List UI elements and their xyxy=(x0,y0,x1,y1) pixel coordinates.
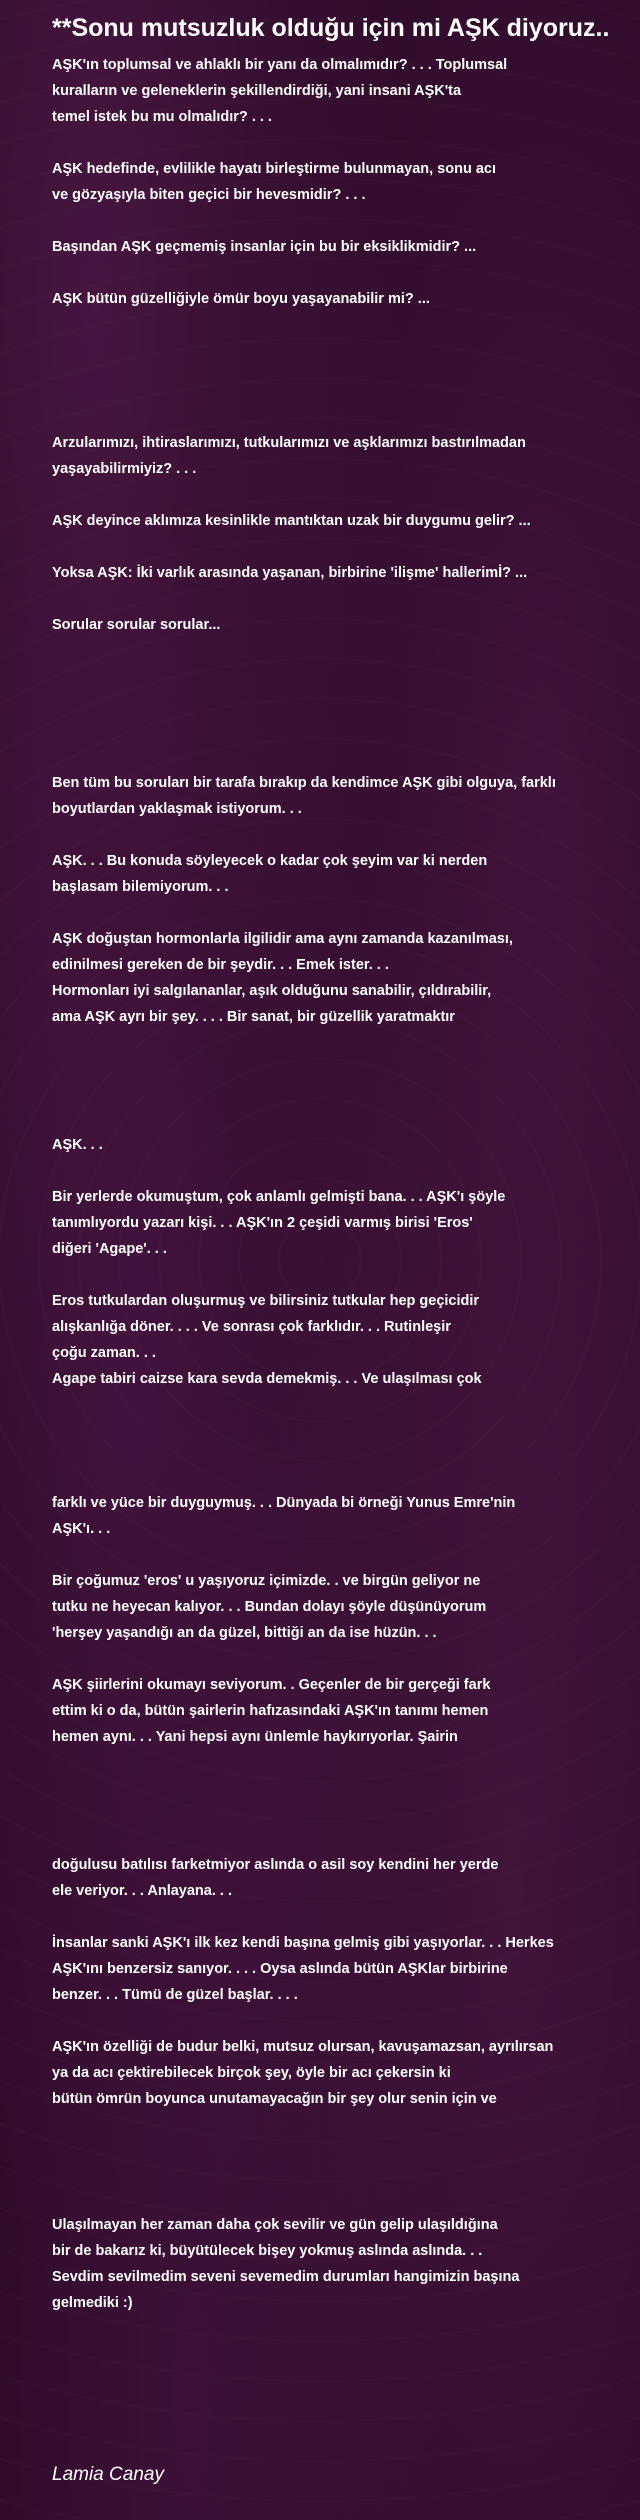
poem-paragraph xyxy=(52,508,612,534)
poem-line: Ben tüm bu soruları bir tarafa bırakıp da kendimce AŞK gibi olguya, farklı xyxy=(52,775,556,791)
poem-line: Ulaşılmayan her zaman daha çok sevilir ve gün gelip ulaşıldığına xyxy=(52,2217,498,2233)
poem-line: Bir yerlerde okumuştum, çok anlamlı gelmişti bana. . . AŞK'ı şöyle xyxy=(52,1189,506,1205)
poem-line: Bir çoğumuz 'eros' u yaşıyoruz içimizde. . ve birgün geliyor ne xyxy=(52,1573,481,1589)
poem-line: Sevdim sevilmedim seveni sevemedim durumları hangimizin başına xyxy=(52,2269,520,2285)
poem-line: Başından AŞK geçmemiş insanlar için bu bir eksiklikmidir? ... xyxy=(52,239,477,255)
poem-section xyxy=(52,52,612,338)
poem-line: diğeri 'Agape'. . . xyxy=(52,1241,167,1257)
poem-line: ya da acı çektirebilecek birçok şey, öyle bir acı çekersin ki xyxy=(52,2065,451,2081)
poem-paragraph xyxy=(52,286,612,312)
poem-paragraph xyxy=(52,1184,612,1262)
poem-section xyxy=(52,430,612,664)
poem-paragraph xyxy=(52,1930,612,2008)
poem-paragraph xyxy=(52,234,612,260)
poem-section xyxy=(52,1490,612,1776)
poem-line: AŞK doğuştan hormonlarla ilgilidir ama aynı zamanda kazanılması, xyxy=(52,931,513,947)
poem-line: AŞK. . . xyxy=(52,1137,103,1153)
poem-section xyxy=(52,1852,612,2138)
poem-line: Sorular sorular sorular... xyxy=(52,617,221,633)
poem-line: temel istek bu mu olmalıdır? . . . xyxy=(52,109,272,125)
poem-line: gelmediki :) xyxy=(52,2295,133,2311)
poem-paragraph xyxy=(52,1132,612,1158)
poem-paragraph xyxy=(52,926,612,1030)
poem-line: AŞK'ı. . . xyxy=(52,1521,111,1537)
poem-line: AŞK. . . Bu konuda söyleyecek o kadar çok şeyim var ki nerden xyxy=(52,853,488,869)
poem-paragraph xyxy=(52,1672,612,1750)
poem-line: AŞK şiirlerini okumayı seviyorum. . Geçenler de bir gerçeği fark xyxy=(52,1677,491,1693)
poem-line: Agape tabiri caizse kara sevda demekmiş. . . Ve ulaşılması çok xyxy=(52,1371,482,1387)
poem-line: AŞK'ını benzersiz sanıyor. . . . Oysa aslında bütün AŞKlar birbirine xyxy=(52,1961,508,1977)
poem-paragraph xyxy=(52,560,612,586)
poem-line: çoğu zaman. . . xyxy=(52,1345,156,1361)
poem-paragraph xyxy=(52,612,612,638)
poem-line: İnsanlar sanki AŞK'ı ilk kez kendi başına gelmiş gibi yaşıyorlar. . . Herkes xyxy=(52,1935,554,1951)
poem-paragraph xyxy=(52,1568,612,1646)
poem-line: edinilmesi gereken de bir şeydir. . . Emek ister. . . xyxy=(52,957,389,973)
poem-line: AŞK'ın toplumsal ve ahlaklı bir yanı da olmalımıdır? . . . Toplumsal xyxy=(52,57,508,73)
poem-line: 'herşey yaşandığı an da güzel, bittiği an da ise hüzün. . . xyxy=(52,1625,437,1641)
poem-paragraph xyxy=(52,156,612,208)
poem-line: benzer. . . Tümü de güzel başlar. . . . xyxy=(52,1987,298,2003)
poem-line: AŞK'ın özelliği de budur belki, mutsuz olursan, kavuşamazsan, ayrılırsan xyxy=(52,2039,554,2055)
poem-line: Hormonları iyi salgılananlar, aşık olduğunu sanabilir, çıldırabilir, xyxy=(52,983,492,999)
poem-line: Eros tutkulardan oluşurmuş ve bilirsiniz tutkular hep geçicidir xyxy=(52,1293,480,1309)
poem-line: tanımlıyordu yazarı kişi. . . AŞK'ın 2 çeşidi varmış birisi 'Eros' xyxy=(52,1215,473,1231)
poem-paragraph xyxy=(52,430,612,482)
poem-line: AŞK deyince aklımıza kesinlikle mantıktan uzak bir duygumu gelir? ... xyxy=(52,513,531,529)
poem-paragraph xyxy=(52,1490,612,1542)
poem-line: farklı ve yüce bir duyguymuş. . . Dünyada bi örneği Yunus Emre'nin xyxy=(52,1495,516,1511)
poem-line: yaşayabilirmiyiz? . . . xyxy=(52,461,197,477)
poem-line: ve gözyaşıyla biten geçici bir hevesmidir? . . . xyxy=(52,187,366,203)
poem-section xyxy=(52,2212,612,2342)
poem-line: AŞK hedefinde, evlilikle hayatı birleştirme bulunmayan, sonu acı xyxy=(52,161,496,177)
poem-line: Yoksa AŞK: İki varlık arasında yaşanan, birbirine 'ilişme' hallerimİ? ... xyxy=(52,565,528,581)
poem-line: bütün ömrün boyunca unutamayacağın bir şey olur senin için ve xyxy=(52,2091,497,2107)
poem-paragraph xyxy=(52,1852,612,1904)
poem-paragraph xyxy=(52,1288,612,1392)
poem-section xyxy=(52,1132,612,1418)
poem-line: ama AŞK ayrı bir şey. . . . Bir sanat, bir güzellik yaratmaktır xyxy=(52,1009,455,1025)
poem-paragraph xyxy=(52,2212,612,2316)
poem-paragraph xyxy=(52,770,612,822)
poem-line: tutku ne heyecan kalıyor. . . Bundan dolayı şöyle düşünüyorum xyxy=(52,1599,487,1615)
poem-line: boyutlardan yaklaşmak istiyorum. . . xyxy=(52,801,302,817)
poem-line: ettim ki o da, bütün şairlerin hafızasındaki AŞK'ın tanımı hemen xyxy=(52,1703,489,1719)
poem-line: bir de bakarız ki, büyütülecek bişey yokmuş aslında aslında. . . xyxy=(52,2243,483,2259)
poem-title: **Sonu mutsuzluk olduğu için mi AŞK diyoruz.. xyxy=(52,14,610,42)
poem-line: doğulusu batılısı farketmiyor aslında o asil soy kendini her yerde xyxy=(52,1857,499,1873)
poem-section xyxy=(52,770,612,1056)
poem-line: kuralların ve geleneklerin şekillendirdiği, yani insani AŞK'ta xyxy=(52,83,462,99)
poem-line: alışkanlığa döner. . . . Ve sonrası çok farklıdır. . . Rutinleşir xyxy=(52,1319,451,1335)
poem-line: AŞK bütün güzelliğiyle ömür boyu yaşayanabilir mi? ... xyxy=(52,291,430,307)
poem-author: Lamia Canay xyxy=(52,2464,164,2485)
poem-line: hemen aynı. . . Yani hepsi aynı ünlemle haykırıyorlar. Şairin xyxy=(52,1729,458,1745)
poem-line: ele veriyor. . . Anlayana. . . xyxy=(52,1883,232,1899)
poem-paragraph xyxy=(52,2034,612,2112)
poem-line: başlasam bilemiyorum. . . xyxy=(52,879,229,895)
poem-paragraph xyxy=(52,848,612,900)
poem-paragraph xyxy=(52,52,612,130)
poem-line: Arzularımızı, ihtiraslarımızı, tutkularımızı ve aşklarımızı bastırılmadan xyxy=(52,435,526,451)
